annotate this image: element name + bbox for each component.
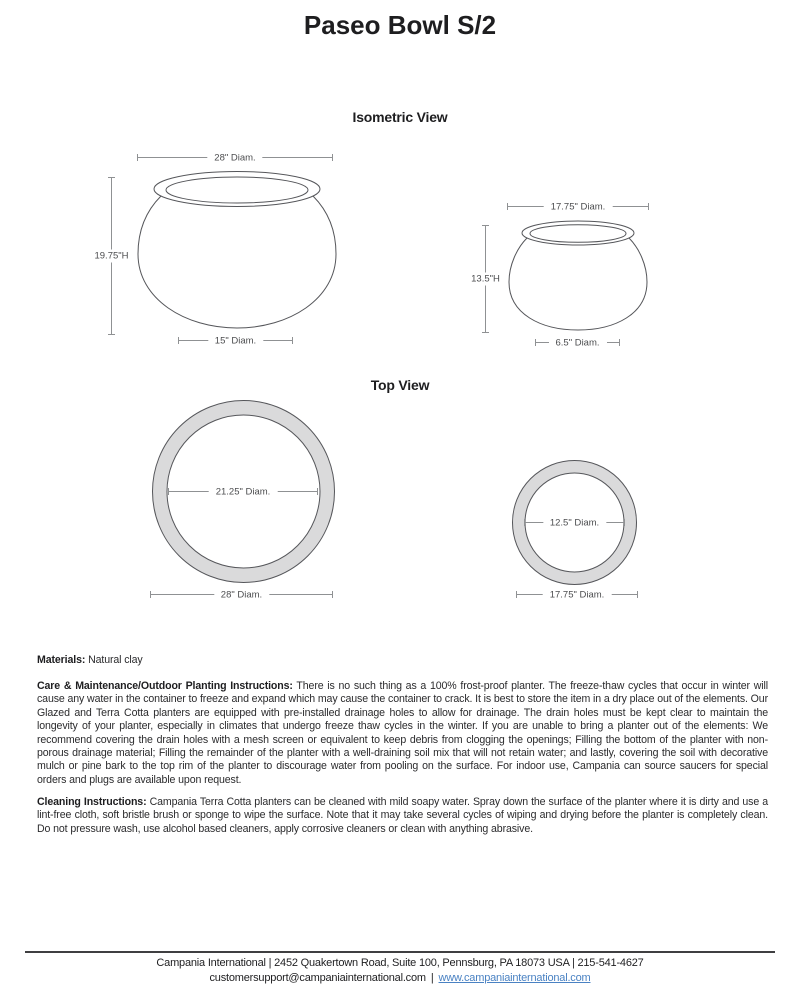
dim-tick [292, 337, 293, 344]
page-title: Paseo Bowl S/2 [303, 10, 497, 40]
footer-contact-line [0, 971, 800, 986]
dim-label-large-top-view-outer: 28" Diam. [214, 589, 269, 600]
footer [0, 956, 800, 985]
care-instructions [37, 680, 768, 787]
dim-large-top-view-opening-diameter [168, 487, 318, 496]
bowl-rim-inner [166, 177, 308, 203]
dim-label-large-bowl-height: 19.75"H [91, 250, 131, 263]
dim-small-bowl-top-diameter [507, 202, 649, 211]
dim-tick [624, 519, 625, 526]
footer-website-link[interactable]: www.campaniainternational.com [438, 971, 591, 984]
materials-line [37, 654, 768, 667]
dim-label-small-bowl-top-diameter: 17.75" Diam. [544, 201, 613, 212]
bowl-body [138, 196, 336, 328]
dim-tick [482, 332, 489, 333]
dim-label-small-top-view-opening: 12.5" Diam. [543, 517, 606, 528]
top-view-heading: Top View [370, 377, 430, 393]
dim-label-small-bowl-height: 13.5"H [468, 273, 503, 286]
care-instructions-label: Care & Maintenance/Outdoor Planting Instructions: [37, 680, 293, 692]
dim-tick [332, 591, 333, 598]
cleaning-instructions-text: Campania Terra Cotta planters can be cleaned with mild soapy water. Spray down the surface of the planter where it is dirty and use a lint-free cloth, soft bristle brush or sponge to wipe the surface. Note that it may take several cycles of wiping and drying before the planter is completely clean. Do not pressure wash, use alcohol based cleaners, apply corrosive cleaners or clean with anything abrasive. [37, 796, 768, 835]
dim-small-bowl-base-diameter [535, 338, 620, 347]
isometric-view-heading: Isometric View [352, 109, 448, 125]
dim-label-small-top-view-outer: 17.75" Diam. [543, 589, 612, 600]
dim-tick [619, 339, 620, 346]
cleaning-instructions-label: Cleaning Instructions: [37, 796, 147, 808]
dim-tick [108, 334, 115, 335]
bowl-rim-inner [530, 225, 626, 243]
dim-small-top-view-outer-diameter [516, 590, 638, 599]
materials-label: Materials: [37, 654, 86, 666]
dim-label-large-bowl-base-diameter: 15" Diam. [208, 335, 263, 346]
materials-value: Natural clay [88, 654, 143, 666]
cleaning-instructions [37, 796, 768, 836]
footer-email: customersupport@campaniainternational.com [209, 971, 426, 984]
footer-separator: | [430, 971, 434, 984]
small-bowl-isometric-drawing [506, 219, 650, 331]
dim-label-large-top-view-opening: 21.25" Diam. [209, 486, 278, 497]
footer-divider [25, 951, 775, 953]
bowl-body [509, 238, 647, 330]
dim-tick [332, 154, 333, 161]
dim-label-large-bowl-top-diameter: 28" Diam. [207, 152, 262, 163]
dim-small-bowl-height [471, 225, 500, 333]
dim-small-top-view-opening-diameter [524, 518, 625, 527]
dim-large-bowl-base-diameter [178, 336, 293, 345]
dim-large-bowl-top-diameter [137, 153, 333, 162]
dim-tick [317, 488, 318, 495]
footer-address-line: Campania International | 2452 Quakertown Road, Suite 100, Pennsburg, PA 18073 USA | 215-541-4627 [156, 957, 644, 969]
dim-large-top-view-outer-diameter [150, 590, 333, 599]
dim-tick [648, 203, 649, 210]
care-instructions-text: There is no such thing as a 100% frost-proof planter. The freeze-thaw cycles that occur in winter will cause any water in the container to freeze and expand which may cause the container to crack. It is best to store the item in a dry place out of the elements. Our Glazed and Terra Cotta planters are equipped with pre-installed drainage holes to allow for drainage. The drain holes must be kept clear to maintain the longevity of your planter, especially in climates that undergo freeze thaw cycles in the winter. If you are unable to bring a planter out of the elements: We recommend covering the drain holes with a mesh screen or equivalent to keep debris from clogging the openings; Filling the bottom of the planter with non-porous drainage material; Filling the remainder of the planter with a well-draining soil mix that will not retain water; and lastly, covering the soil with decorative mulch or pine bark to the top rim of the planter to discourage water from pooling on the surface. For indoor use, Campania can source saucers for special orders and plugs are available upon request. [37, 680, 768, 786]
dim-label-small-bowl-base-diameter: 6.5" Diam. [548, 337, 606, 348]
dim-large-bowl-height [94, 177, 129, 335]
large-bowl-isometric-drawing [134, 166, 340, 330]
dim-tick [637, 591, 638, 598]
